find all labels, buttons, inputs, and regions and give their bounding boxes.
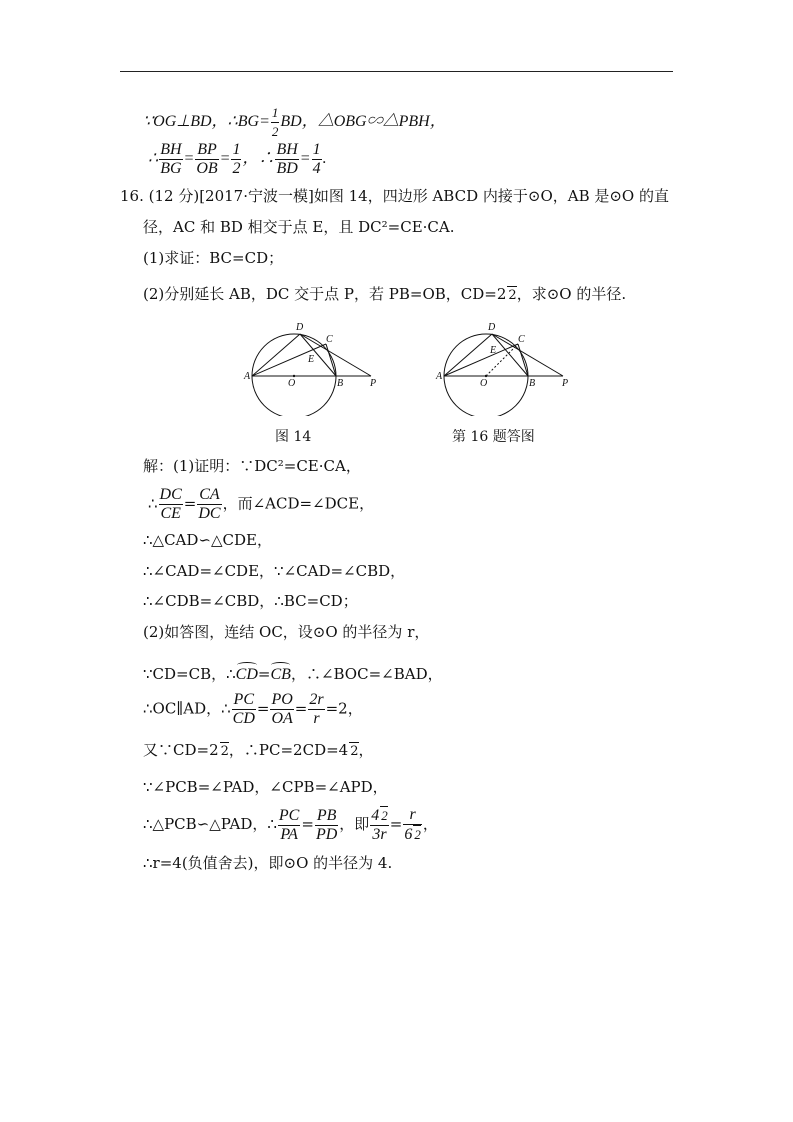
label-p: P [562,378,569,389]
solution-line-9: 又∵CD=2 2，∴PC=2CD=4 2， [143,741,374,759]
label-c: C [326,334,333,345]
problem-part-2: (2)分别延长 AB，DC 交于点 P，若 PB=OB，CD=2 2，求⊙O 的半径. [143,285,627,303]
solution-line-12: ∴r=4(负值舍去)，即⊙O 的半径为 4. [143,854,393,872]
solution-line-2: ∴ $\frac{DC}{CE}$ = $\frac{CA}{DC}$ ，而∠ACD=∠DCE， [148,486,375,522]
label-c: C [518,334,525,345]
solution-line-7: ∵CD=CB，∴CD=CB，∴∠BOC=∠BAD， [143,665,443,683]
label-e: E [308,354,315,365]
label-a: A [244,371,251,382]
header-rule [120,71,673,72]
label-e: E [490,345,497,356]
solution-line-4: ∴∠CAD=∠CDE，∵∠CAD=∠CBD， [143,562,406,580]
prev-line-1: ∵OG⊥BD，∴BG= $\frac{1}{2}$ BD，△OBG∽△PBH， [143,105,446,139]
solution-line-8: ∴OC∥AD，∴ $\frac{PC}{CD}$ = $\frac{PO}{OA}$ = $\frac{2r}{r}$ =2， [143,691,363,727]
label-b: B [337,378,344,389]
label-p: P [370,378,377,389]
label-b: B [529,378,536,389]
solution-line-6: (2)如答图，连结 OC，设⊙O 的半径为 r， [143,623,430,641]
label-o: O [480,378,488,389]
figure-14-caption: 图 14 [275,429,312,445]
label-d: D [488,322,496,333]
label-d: D [296,322,304,333]
problem-number: 16. [120,187,144,205]
label-a: A [436,371,443,382]
solution-line-5: ∴∠CDB=∠CBD，∴BC=CD； [143,592,358,610]
prev-line-2: ∴ $\frac{BH}{BG}$ = $\frac{BP}{OB}$ = $\frac{1}{2}$ ，∴ $\frac{BH}{BD}$ = $\frac{1}{4}$ . [148,141,327,177]
problem-part-1: (1)求证：BC=CD； [143,249,284,267]
solution-line-11: ∴△PCB∽△PAD，∴ $\frac{PC}{PA}$ = $\frac{PB}{PD}$ ，即 $\frac{4 2}{3r}$ = $\frac{r}{6 2}$ ， [143,806,438,843]
solution-line-1: 解：(1)证明：∵DC²=CE·CA， [143,457,361,475]
problem-line-1: 16. (12 分)[2017·宁波一模]如图 14，四边形 ABCD 内接于⊙O，AB 是⊙O 的直 [120,187,669,205]
solution-line-10: ∵∠PCB=∠PAD，∠CPB=∠APD， [143,778,388,796]
solution-line-3: ∴△CAD∽△CDE， [143,531,272,549]
figure-14 [238,316,390,416]
answer-figure-caption: 第 16 题答图 [452,429,535,445]
label-o: O [288,378,296,389]
answer-figure [430,316,582,416]
problem-line-2: 径，AC 和 BD 相交于点 E，且 DC²=CE·CA. [143,218,455,236]
